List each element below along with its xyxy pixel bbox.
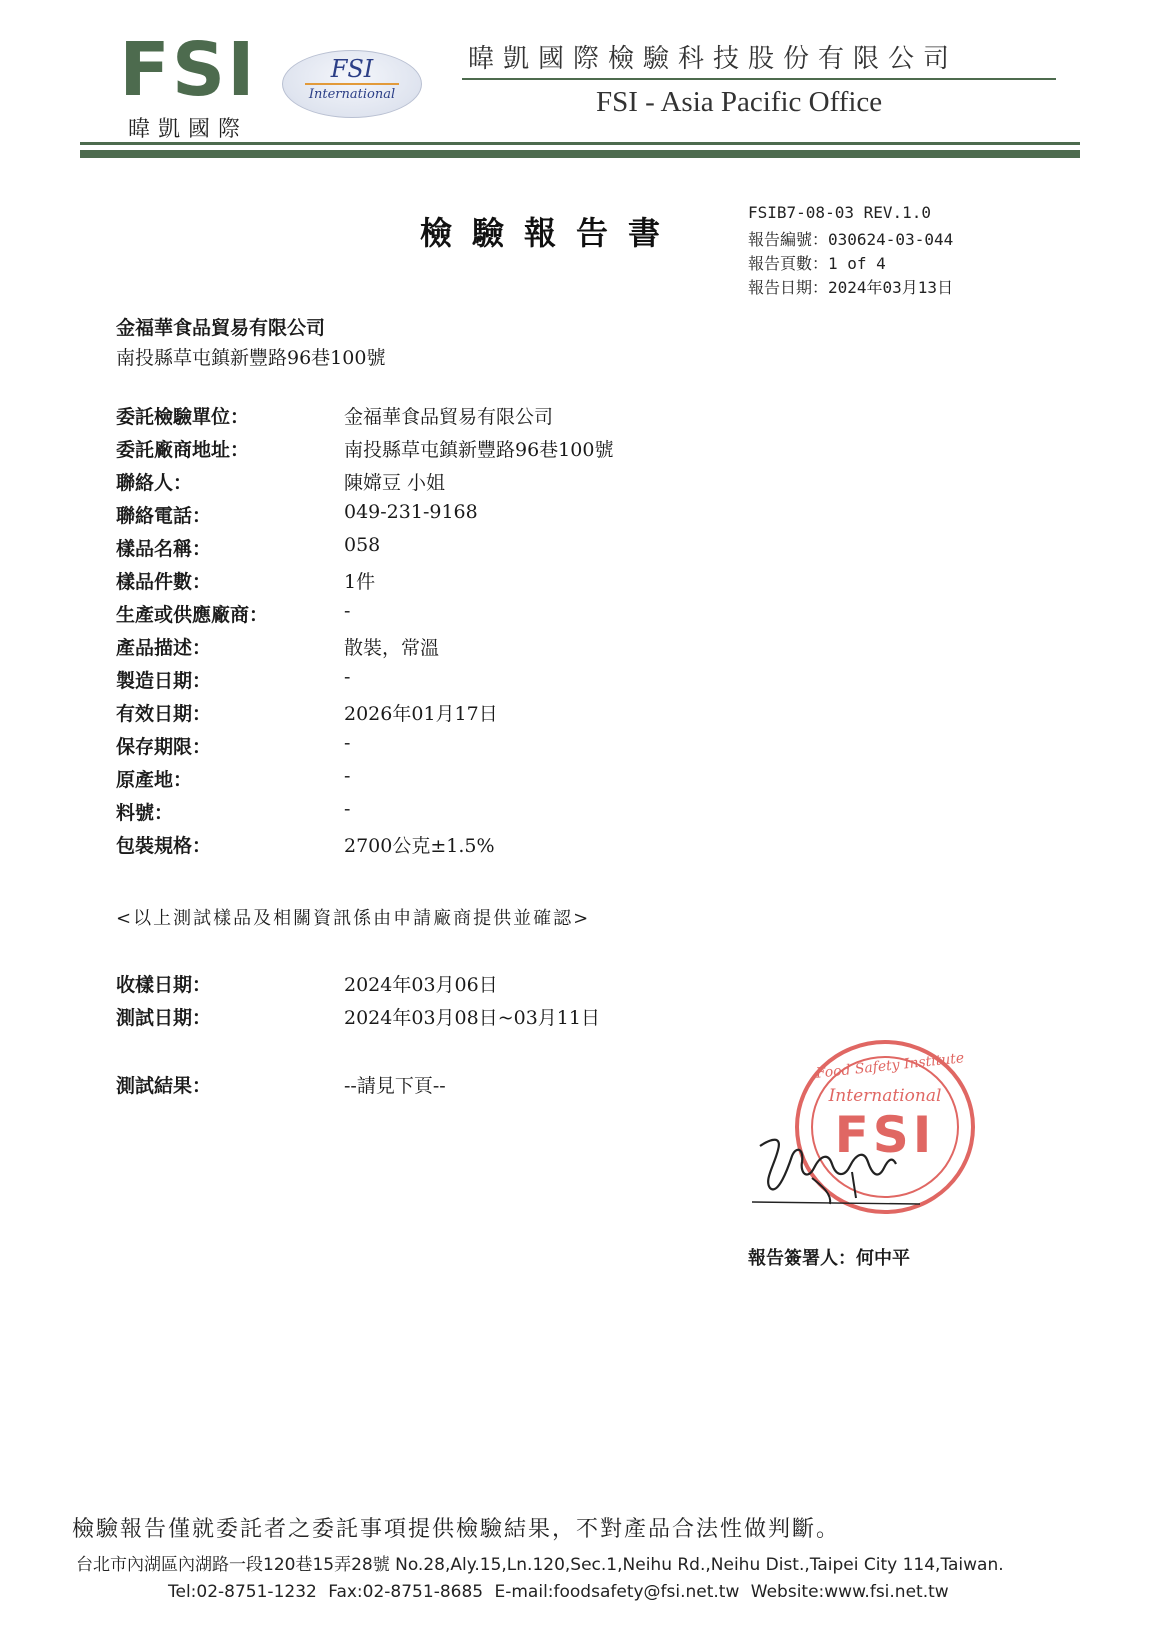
field-value: -: [344, 765, 351, 787]
emblem-title: FSI: [330, 55, 374, 83]
header-rule-thick: [80, 150, 1080, 158]
company-name-en: FSI - Asia Pacific Office: [596, 86, 883, 118]
test-result-label: 測試結果：: [116, 1075, 212, 1097]
field-value: 陳嫦豆 小姐: [344, 472, 446, 494]
field-label: 包裝規格：: [116, 835, 212, 857]
field-label: 委託檢驗單位：: [116, 406, 250, 428]
field-label: 生產或供應廠商：: [116, 604, 269, 626]
field-value: -: [344, 732, 351, 754]
field-value: -: [344, 600, 351, 622]
field-value: -: [344, 798, 351, 820]
field-value: 2026年01月17日: [344, 703, 498, 725]
field-label: 委託廠商地址：: [116, 439, 250, 461]
field-label: 樣品件數：: [116, 571, 212, 593]
test-date-value: 2024年03月08日~03月11日: [344, 1007, 600, 1029]
form-code: FSIB7-08-03 REV.1.0: [748, 203, 932, 222]
logo-text: FSI: [119, 27, 257, 113]
customer-address: 南投縣草屯鎮新豐路96巷100號: [116, 347, 386, 369]
field-label: 保存期限：: [116, 736, 212, 758]
international-emblem: [282, 50, 422, 118]
receive-date-label: 收樣日期：: [116, 974, 212, 996]
company-name-cn: 暐凱國際檢驗科技股份有限公司: [468, 44, 959, 74]
field-label: 樣品名稱：: [116, 538, 212, 560]
footer-contact: Tel:02-8751-1232 Fax:02-8751-8685 E-mail:foodsafety@fsi.net.tw Website:www.fsi.net.tw: [168, 1582, 949, 1602]
field-value: 南投縣草屯鎮新豐路96巷100號: [344, 439, 614, 461]
field-label: 有效日期：: [116, 703, 212, 725]
footer-address: 台北市內湖區內湖路一段120巷15弄28號 No.28,Aly.15,Ln.120,Sec.1,Neihu Rd.,Neihu Dist.,Taipei City 114,Taiwan.: [76, 1555, 1004, 1575]
field-value: 049-231-9168: [344, 501, 478, 523]
footer-disclaimer: 檢驗報告僅就委託者之委託事項提供檢驗結果，不對產品合法性做判斷。: [72, 1517, 841, 1542]
report-date: 報告日期：2024年03月13日: [748, 278, 954, 297]
company-logo: [118, 27, 258, 142]
header-rule-thin: [80, 142, 1080, 145]
field-value: 金福華食品貿易有限公司: [344, 406, 554, 428]
seal-middle-text: International: [828, 1086, 942, 1106]
handwritten-signature: [752, 1128, 922, 1208]
seal-top-text: Food Safety Institute: [815, 1050, 965, 1082]
field-value: 散裝，常溫: [344, 637, 440, 659]
report-page-count: 報告頁數：1 of 4: [748, 254, 886, 273]
report-title: 檢驗報告書: [420, 214, 681, 252]
test-result-value: --請見下頁--: [344, 1075, 446, 1097]
company-name-underline: [462, 78, 1056, 80]
emblem-divider: [305, 83, 399, 85]
field-value: -: [344, 666, 351, 688]
report-number: 報告編號：030624-03-044: [748, 230, 954, 249]
receive-date-value: 2024年03月06日: [344, 974, 498, 996]
customer-name: 金福華食品貿易有限公司: [116, 317, 326, 339]
field-label: 原產地：: [116, 769, 193, 791]
field-value: 058: [344, 534, 381, 556]
field-label: 製造日期：: [116, 670, 212, 692]
emblem-subtitle: International: [308, 87, 396, 102]
seal-center-text: FSI: [834, 1106, 936, 1164]
sample-info-note: <以上測試樣品及相關資訊係由申請廠商提供並確認>: [116, 908, 591, 929]
field-label: 產品描述：: [116, 637, 212, 659]
report-signer: 報告簽署人：何中平: [748, 1248, 910, 1269]
field-label: 料號：: [116, 802, 174, 824]
field-value: 2700公克±1.5%: [344, 835, 495, 857]
field-value: 1件: [344, 571, 376, 593]
field-label: 聯絡電話：: [116, 505, 212, 527]
test-date-label: 測試日期：: [116, 1007, 212, 1029]
logo-subtitle: 暐凱國際: [127, 117, 248, 142]
field-label: 聯絡人：: [116, 472, 193, 494]
